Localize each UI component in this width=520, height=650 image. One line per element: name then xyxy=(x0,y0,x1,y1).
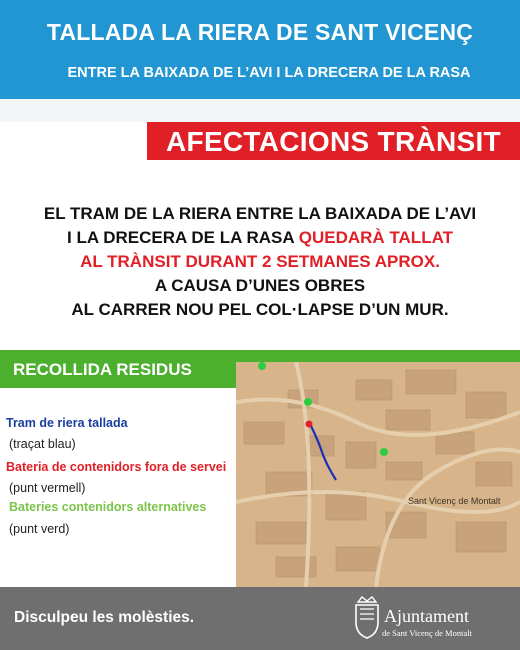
logo-subtitle: de Sant Vicenç de Montalt xyxy=(382,628,472,638)
traffic-banner xyxy=(147,122,520,160)
notice-line-1: EL TRAM DE LA RIERA ENTRE LA BAIXADA DE L’AVI xyxy=(43,204,477,223)
recollida-header xyxy=(0,350,236,388)
map-graphic xyxy=(236,362,520,587)
map-place-label: Sant Vicenç de Montalt xyxy=(408,496,501,506)
legend-red-desc: (punt vermell) xyxy=(9,481,86,495)
footer-band xyxy=(0,587,520,650)
legend-blue-desc: (traçat blau) xyxy=(9,437,76,451)
recollida-title: RECOLLIDA RESIDUS xyxy=(13,360,192,379)
notice-line-2-highlight: QUEDARÀ TALLAT xyxy=(298,228,453,247)
alternative-container-dot xyxy=(304,398,312,406)
page-subtitle: ENTRE LA BAIXADA DE L’AVI I LA DRECERA DE LA RASA xyxy=(67,65,471,81)
street-map xyxy=(236,362,520,587)
notice-line-5: AL CARRER NOU PEL COL·LAPSE D’UN MUR. xyxy=(71,300,449,319)
header-divider xyxy=(0,99,520,122)
out-of-service-container-dot xyxy=(306,421,313,428)
apology-message: Disculpeu les molèsties. xyxy=(14,609,195,626)
alternative-container-dot xyxy=(258,362,266,370)
town-hall-logo xyxy=(350,592,510,644)
notice-line-2 xyxy=(0,226,520,250)
legend-green-desc: (punt verd) xyxy=(9,522,70,536)
legend-green-title: Bateries contenidors alternatives xyxy=(9,500,207,514)
closure-notice xyxy=(0,202,520,322)
alternative-container-dot xyxy=(380,448,388,456)
traffic-banner-label: AFECTACIONS TRÀNSIT xyxy=(166,126,501,157)
coat-of-arms-icon xyxy=(352,596,382,640)
legend-red-title: Bateria de contenidors fora de servei xyxy=(6,460,227,474)
header-band xyxy=(0,0,520,99)
notice-line-3: AL TRÀNSIT DURANT 2 SETMANES APROX. xyxy=(80,252,440,271)
notice-line-4: A CAUSA D’UNES OBRES xyxy=(154,276,366,295)
notice-line-2-text: I LA DRECERA DE LA RASA xyxy=(67,228,299,247)
logo-title: Ajuntament xyxy=(384,606,469,626)
legend-blue-title: Tram de riera tallada xyxy=(6,416,128,430)
page-title: TALLADA LA RIERA DE SANT VICENÇ xyxy=(46,19,474,45)
